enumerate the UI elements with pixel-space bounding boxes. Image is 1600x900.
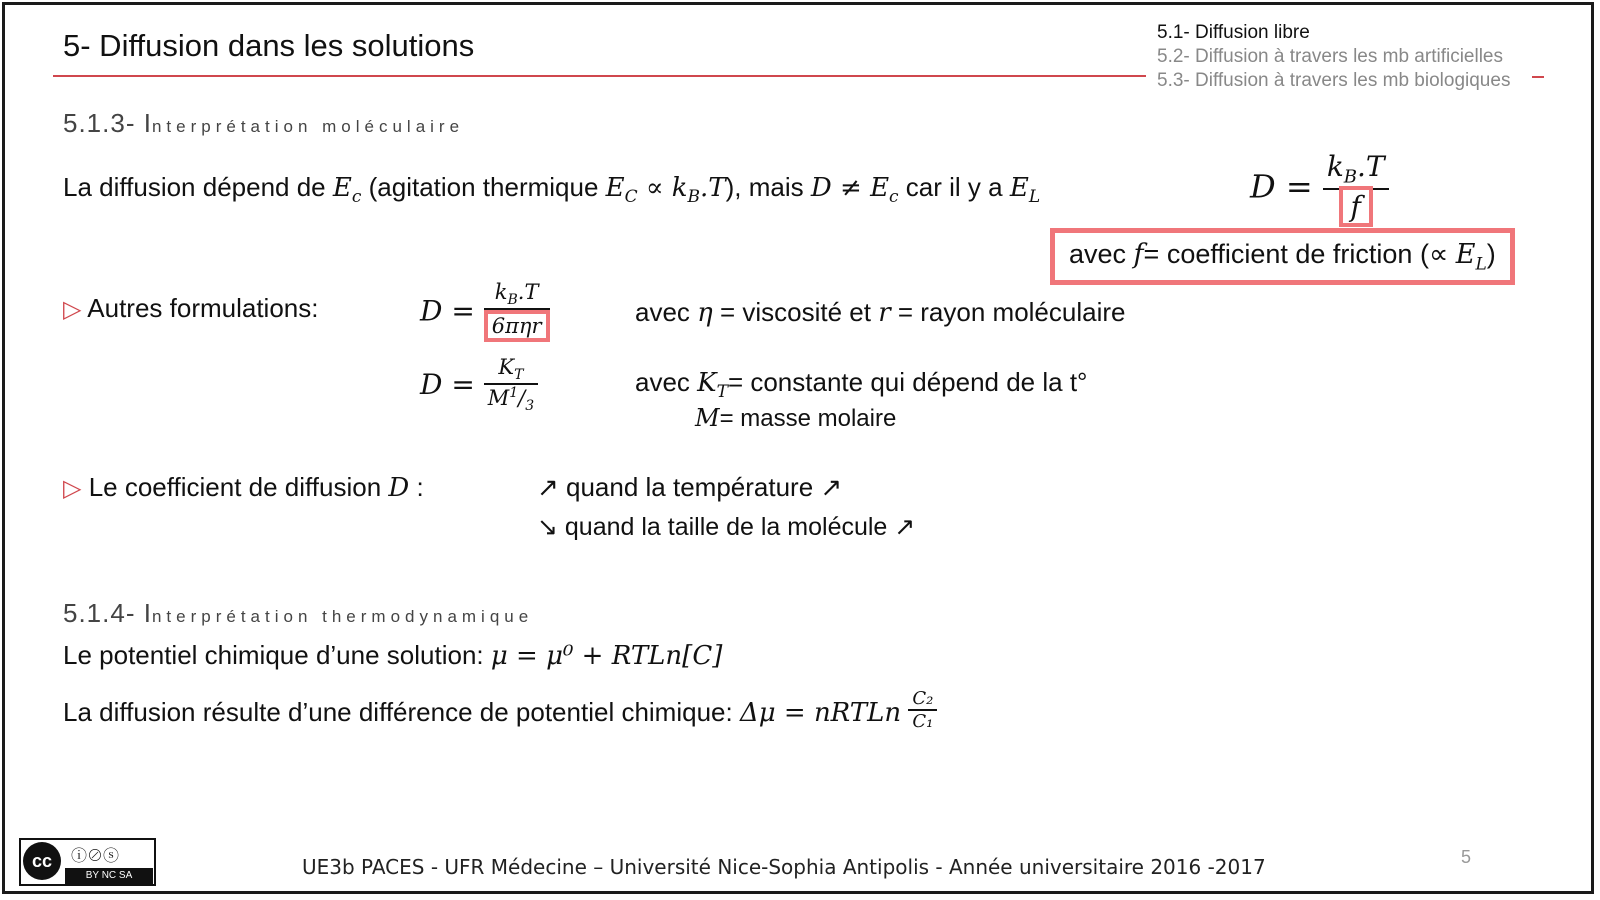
molar-mass-description: M= masse molaire <box>695 404 897 432</box>
coefficient-label: ▷ Le coefficient de diffusion D : <box>63 472 424 503</box>
nav-item-2[interactable]: 5.2- Diffusion à travers les mb artificielles <box>1157 46 1503 67</box>
page-number: 5 <box>1461 847 1472 867</box>
friction-definition-box: avec f= coefficient de friction (∝ $E_L$) <box>1050 228 1515 285</box>
equation-stokes-einstein: D = $\frac{k_B.T}{\text{6πηr}}$ <box>420 280 550 342</box>
nav-item-1[interactable]: 5.1- Diffusion libre <box>1157 22 1310 43</box>
highlight-stokes-denominator: 6πηr <box>484 310 550 342</box>
triangle-bullet-icon: ▷ <box>63 475 82 502</box>
slide-title: 5- Diffusion dans les solutions <box>63 28 475 63</box>
triangle-bullet-icon: ▷ <box>63 296 82 323</box>
license-text: BY NC SA <box>65 868 153 884</box>
nav-item-3[interactable]: 5.3- Diffusion à travers les mb biologiques <box>1157 70 1511 91</box>
license-symbols-icon: ⓘ⊘ⓢ <box>71 848 120 865</box>
nav-divider <box>1532 76 1544 78</box>
chemical-potential-line: Le potentiel chimique d’une solution: μ = μ⁰ + RTLn[C] <box>63 640 723 671</box>
viscosity-description: avec η = viscosité et r = rayon moléculaire <box>635 297 1126 328</box>
diffusion-potential-line: La diffusion résulte d’une différence de potentiel chimique: Δμ = nRTLn $\frac{\text{C₂}}{\text{C₁}}$ <box>63 692 937 736</box>
footer-text: UE3b PACES - UFR Médecine – Université Nice-Sophia Antipolis - Année universitaire 2016 -2017 <box>302 855 1266 879</box>
autres-formulations-label: ▷ Autres formulations: <box>63 293 319 323</box>
highlight-friction: f <box>1339 186 1373 227</box>
cc-logo-icon: cc <box>23 842 61 880</box>
title-divider <box>53 75 1146 77</box>
creative-commons-license-badge <box>19 838 156 886</box>
diffusion-statement: La diffusion dépend de $E_c$ (agitation thermique $E_C \propto k_B.T$), mais $D \ne E_c$ car il y a $E_L$ <box>63 172 1041 208</box>
equation-diffusion-main: D = $\frac{k_B.T}{f}$ <box>1250 150 1389 223</box>
section-heading-thermodynamic: 5.1.4- Interprétation thermodynamique <box>63 598 534 628</box>
size-effect: ↘ quand la taille de la molécule ↗ <box>537 513 916 541</box>
constant-description: avec $K_T=$ constante qui dépend de la t° <box>635 367 1088 403</box>
temperature-effect: ↗ quand la température ↗ <box>537 472 843 502</box>
section-heading-molecular: 5.1.3- Interprétation moléculaire <box>63 108 465 138</box>
equation-molar-mass: D = $\frac{K_T}{M^1/_3}$ <box>420 355 538 414</box>
